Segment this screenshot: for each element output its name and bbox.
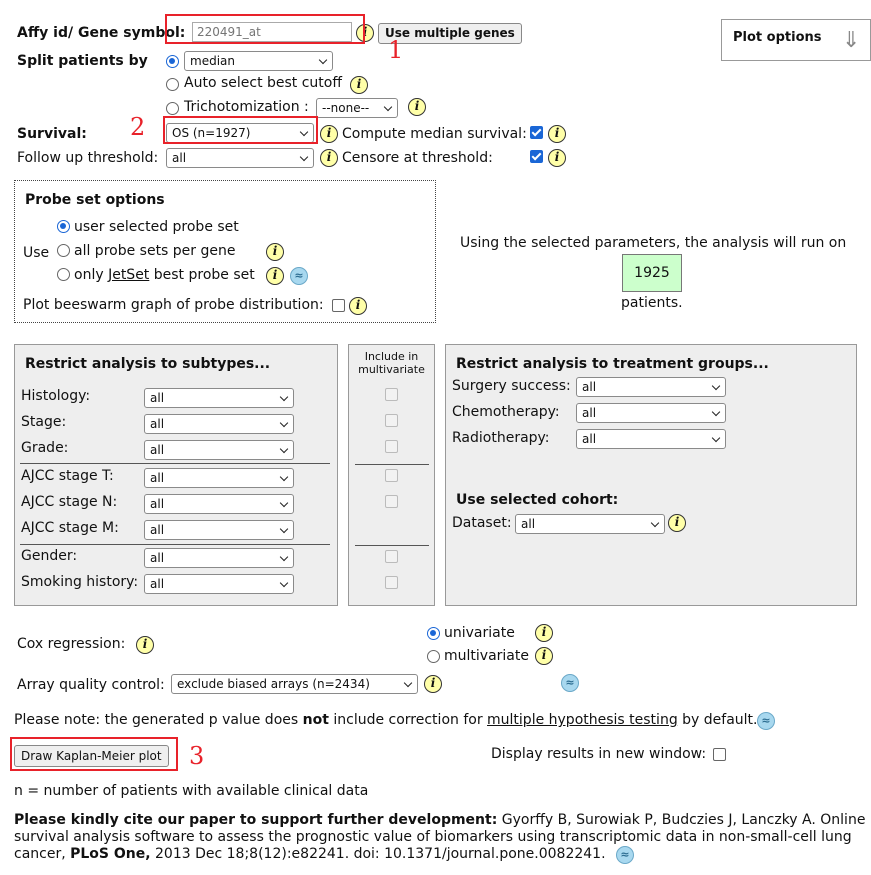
all-probe-sets-label: all probe sets per gene: [74, 243, 236, 259]
annotation-number-2: 2: [130, 113, 146, 141]
multivariate-header: Include in multivariate: [358, 350, 425, 376]
annotation-box-1: [165, 14, 365, 44]
trichotomization-label: Trichotomization :: [184, 99, 309, 115]
info-icon[interactable]: i: [548, 125, 566, 143]
histology-select[interactable]: all: [144, 388, 294, 408]
surgery-select[interactable]: all: [576, 377, 726, 397]
info-icon[interactable]: i: [424, 675, 442, 693]
info-icon[interactable]: i: [136, 636, 154, 654]
split-patients-label: Split patients by: [17, 53, 148, 69]
trichotomization-radio[interactable]: [166, 102, 179, 115]
multiple-hypothesis-link[interactable]: multiple hypothesis testing: [487, 712, 678, 728]
annotation-box-3: [10, 737, 178, 771]
multivariate-gender-checkbox[interactable]: [385, 550, 398, 563]
follow-up-select[interactable]: all: [166, 148, 314, 168]
radiotherapy-label: Radiotherapy:: [452, 430, 550, 446]
info-icon[interactable]: i: [668, 514, 686, 532]
all-probe-sets-radio[interactable]: [57, 244, 70, 257]
radiotherapy-select[interactable]: all: [576, 429, 726, 449]
info-icon[interactable]: i: [356, 24, 374, 42]
info-icon[interactable]: i: [349, 297, 367, 315]
jetset-probe-radio[interactable]: [57, 268, 70, 281]
multivariate-grade-checkbox[interactable]: [385, 440, 398, 453]
info-icon[interactable]: i: [266, 267, 284, 285]
ajcc-t-label: AJCC stage T:: [21, 468, 114, 484]
ajcc-t-select[interactable]: all: [144, 468, 294, 488]
chemotherapy-select[interactable]: all: [576, 403, 726, 423]
chemotherapy-label: Chemotherapy:: [452, 404, 560, 420]
auto-cutoff-radio[interactable]: [166, 78, 179, 91]
info-icon[interactable]: i: [548, 149, 566, 167]
censore-checkbox[interactable]: [530, 150, 543, 163]
median-select[interactable]: median: [184, 51, 333, 71]
median-radio[interactable]: [166, 55, 179, 68]
surgery-label: Surgery success:: [452, 378, 571, 394]
subtypes-divider: [20, 544, 330, 545]
smoking-label: Smoking history:: [21, 574, 139, 590]
n-note: n = number of patients with available clinical data: [14, 783, 369, 799]
dna-link-icon[interactable]: ≈: [290, 267, 308, 285]
info-icon[interactable]: i: [320, 149, 338, 167]
annotation-box-2: [163, 116, 318, 144]
probe-set-title: Probe set options: [25, 192, 165, 208]
follow-up-label: Follow up threshold:: [17, 150, 159, 166]
ajcc-m-select[interactable]: all: [144, 520, 294, 540]
gene-symbol-label: Affy id/ Gene symbol:: [17, 25, 186, 41]
summary-line-1: Using the selected parameters, the analysis will run on: [460, 235, 847, 251]
survival-select[interactable]: OS (n=1927): [166, 123, 314, 143]
censore-label: Censore at threshold:: [342, 150, 493, 166]
dataset-select[interactable]: all: [515, 514, 665, 534]
multivariate-divider: [355, 464, 429, 465]
new-window-checkbox[interactable]: [713, 748, 726, 761]
dataset-label: Dataset:: [452, 515, 512, 531]
univariate-radio[interactable]: [427, 627, 440, 640]
info-icon[interactable]: i: [535, 624, 553, 642]
cox-regression-label: Cox regression:: [17, 636, 126, 652]
dna-link-icon[interactable]: ≈: [757, 712, 775, 730]
histology-label: Histology:: [21, 388, 91, 404]
smoking-select[interactable]: all: [144, 574, 294, 594]
multivariate-smoking-checkbox[interactable]: [385, 576, 398, 589]
treatment-title: Restrict analysis to treatment groups...: [456, 356, 769, 372]
user-selected-probe-label: user selected probe set: [74, 219, 239, 235]
grade-label: Grade:: [21, 440, 69, 456]
jetset-probe-label: only JetSet best probe set: [74, 267, 255, 283]
plot-options-label: Plot options: [733, 30, 822, 45]
beeswarm-label: Plot beeswarm graph of probe distribution:: [23, 297, 324, 313]
dna-link-icon[interactable]: ≈: [561, 674, 579, 692]
subtypes-divider: [20, 463, 330, 464]
summary-line-2: patients.: [621, 295, 683, 311]
info-icon[interactable]: i: [266, 243, 284, 261]
multivariate-label: multivariate: [444, 648, 529, 664]
stage-select[interactable]: all: [144, 414, 294, 434]
info-icon[interactable]: i: [535, 647, 553, 665]
multivariate-ajcc-n-checkbox[interactable]: [385, 495, 398, 508]
univariate-label: univariate: [444, 625, 515, 641]
auto-cutoff-label: Auto select best cutoff: [184, 75, 343, 91]
array-quality-select[interactable]: exclude biased arrays (n=2434): [171, 674, 418, 694]
annotation-number-3: 3: [189, 742, 205, 770]
jetset-link[interactable]: JetSet: [108, 267, 150, 283]
beeswarm-checkbox[interactable]: [332, 299, 345, 312]
compute-median-checkbox[interactable]: [530, 126, 543, 139]
citation: Please kindly cite our paper to support further development: Gyorffy B, Surowiak P, Budczies J, Lanczky A. Online survival analysis software to assess the prognostic value of biomarkers using transcriptomic data in non-small-cell lung cancer, PLoS One, 2013 Dec 18;8(12):e82241. doi: 10.1371/journal.pone.0082241.: [14, 812, 866, 862]
multivariate-ajcc-t-checkbox[interactable]: [385, 469, 398, 482]
p-value-note: Please note: the generated p value does not include correction for multiple hypothesis testing by default.: [14, 712, 758, 728]
annotation-number-1: 1: [388, 36, 404, 64]
ajcc-n-label: AJCC stage N:: [21, 494, 118, 510]
stage-label: Stage:: [21, 414, 67, 430]
info-icon[interactable]: i: [320, 125, 338, 143]
draw-kaplan-meier-button[interactable]: Draw Kaplan-Meier plot: [14, 745, 169, 767]
user-selected-probe-radio[interactable]: [57, 220, 70, 233]
multivariate-histology-checkbox[interactable]: [385, 388, 398, 401]
plot-options-box[interactable]: [721, 19, 871, 61]
patient-count-badge: 1925: [622, 254, 682, 292]
survival-label: Survival:: [17, 126, 87, 142]
dna-link-icon[interactable]: ≈: [616, 846, 634, 864]
ajcc-n-select[interactable]: all: [144, 494, 294, 514]
info-icon[interactable]: i: [350, 76, 368, 94]
multivariate-stage-checkbox[interactable]: [385, 414, 398, 427]
ajcc-m-label: AJCC stage M:: [21, 520, 119, 536]
compute-median-label: Compute median survival:: [342, 126, 527, 142]
trichotomization-select[interactable]: --none--: [316, 98, 398, 118]
info-icon[interactable]: i: [408, 98, 426, 116]
gender-label: Gender:: [21, 548, 78, 564]
multivariate-divider: [355, 545, 429, 546]
gender-select[interactable]: all: [144, 548, 294, 568]
multivariate-radio[interactable]: [427, 650, 440, 663]
arrow-down-icon: ⇓: [842, 28, 861, 53]
array-quality-label: Array quality control:: [17, 677, 165, 693]
use-label: Use: [23, 245, 50, 261]
subtypes-title: Restrict analysis to subtypes...: [25, 356, 271, 372]
new-window-label: Display results in new window:: [491, 746, 707, 762]
grade-select[interactable]: all: [144, 440, 294, 460]
use-multiple-genes-button[interactable]: Use multiple genes: [378, 23, 522, 44]
cohort-title: Use selected cohort:: [456, 492, 619, 508]
